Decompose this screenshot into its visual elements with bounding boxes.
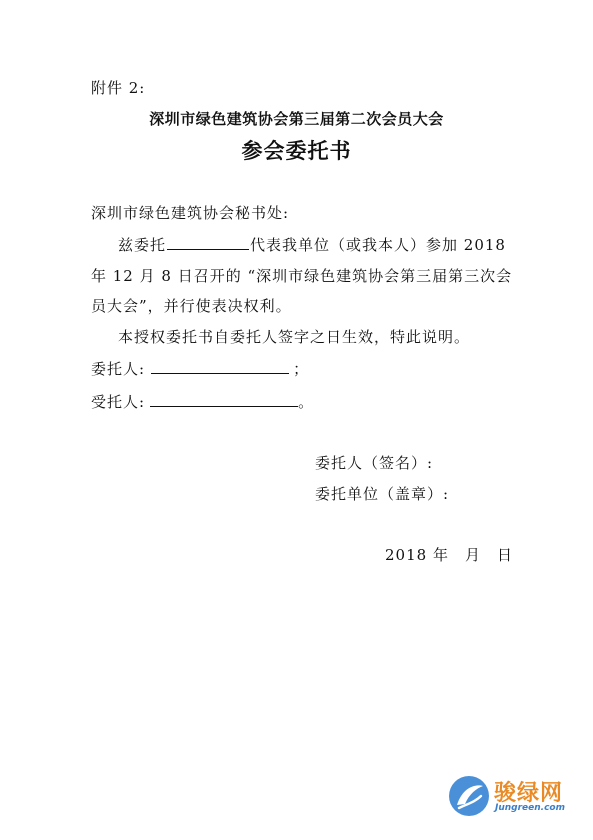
principal-row [91, 358, 309, 379]
paragraph-1-line-2: 年 12 月 8 日召开的 “深圳市绿色建筑协会第三届第三次会 [91, 267, 513, 285]
signature-person: 委托人（签名）: [315, 454, 434, 472]
date-line [385, 545, 513, 565]
agent-blank[interactable] [150, 391, 298, 407]
form-title: 参会委托书 [241, 138, 352, 163]
agent-row [91, 391, 314, 412]
annex-label: 附件 2: [91, 79, 146, 97]
paragraph-1-line-3: 员大会”，并行使表决权利。 [91, 297, 292, 315]
date-year: 2018 年 [385, 546, 449, 564]
watermark-name: 骏绿网 [494, 781, 564, 806]
paragraph-1-rest: 代表我单位（或我本人）参加 2018 [250, 236, 506, 254]
watermark-url: Jungreen.com [495, 803, 565, 813]
paragraph-1-line-1 [118, 234, 506, 255]
signature-unit: 委托单位（盖章）: [315, 485, 450, 503]
addressee: 深圳市绿色建筑协会秘书处: [91, 204, 290, 222]
principal-end: ； [293, 360, 310, 378]
agent-label: 受托人: [91, 393, 146, 411]
principal-label: 委托人: [91, 360, 146, 378]
date-month: 月 [464, 546, 481, 564]
agent-end: 。 [298, 393, 315, 411]
paragraph-2: 本授权委托书自委托人签字之日生效，特此说明。 [118, 328, 471, 346]
event-title: 深圳市绿色建筑协会第三届第二次会员大会 [149, 110, 444, 128]
principal-blank[interactable] [151, 358, 289, 374]
date-day: 日 [496, 546, 513, 564]
delegate-blank[interactable] [167, 234, 249, 250]
paragraph-1-lead: 兹委托 [118, 236, 167, 254]
watermark [447, 774, 583, 824]
leaf-logo-icon [447, 774, 491, 818]
